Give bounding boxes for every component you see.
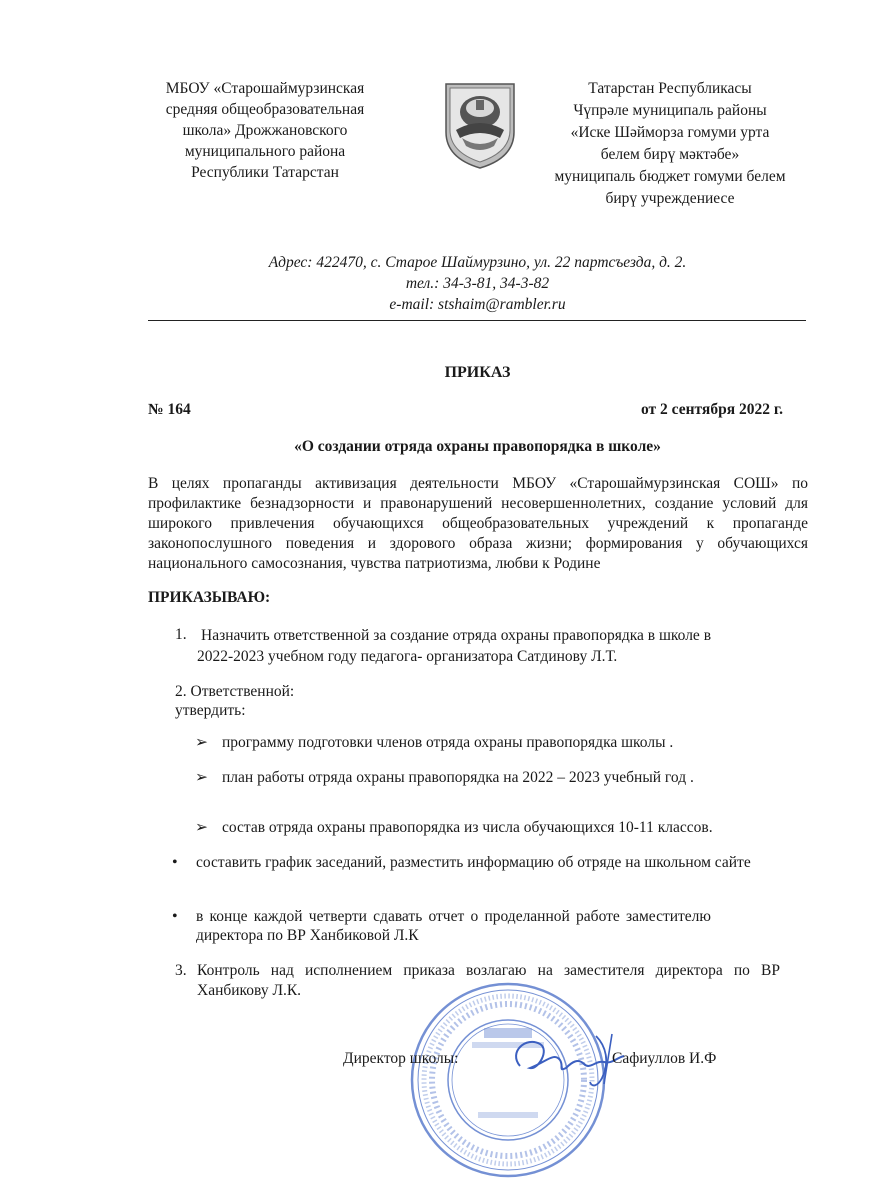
header-right-line: «Иске Шәйморза гомуми урта bbox=[570, 124, 770, 141]
header-left-line: средняя общеобразовательная bbox=[165, 101, 365, 118]
arrow-bullet-icon: ➢ bbox=[195, 819, 208, 836]
order-heading: ПРИКАЗЫВАЮ: bbox=[148, 589, 271, 606]
item-line: 2. Ответственной: bbox=[175, 683, 295, 700]
order-item-2 bbox=[175, 682, 475, 720]
email-line: e-mail: stshaim@rambler.ru bbox=[389, 296, 566, 313]
item-number: 1. bbox=[175, 626, 187, 643]
phone-line: тел.: 34-3-81, 34-3-82 bbox=[405, 275, 550, 292]
item-line: утвердить: bbox=[175, 702, 246, 719]
header-right-line: бирү учреждениесе bbox=[605, 190, 735, 207]
item-number: 3. bbox=[175, 962, 187, 979]
arrow-bullet-icon: ➢ bbox=[195, 734, 208, 751]
sub-item: план работы отряда охраны правопорядка на 2022 – 2023 учебный год . bbox=[222, 769, 694, 786]
header-left-block bbox=[140, 78, 390, 183]
header-right-line: Чүпрәле муниципаль районы bbox=[573, 102, 767, 119]
header-right-line: белем бирү мәктәбе» bbox=[600, 146, 740, 163]
order-subject: «О создании отряда охраны правопорядка в школе» bbox=[294, 438, 661, 455]
header-left-line: МБОУ «Старошаймурзинская bbox=[165, 80, 365, 97]
header-right-line: муниципаль бюджет гомуми белем bbox=[554, 168, 786, 185]
signature-label: Директор школы: bbox=[343, 1050, 459, 1067]
header-left-line: школа» Дрожжановского bbox=[182, 122, 348, 139]
header-right-line: Татарстан Республикасы bbox=[588, 80, 752, 97]
bullet-item: составить график заседаний, разместить информацию об отряде на школьном сайте bbox=[196, 854, 751, 871]
bullet-item: в конце каждой четверти сдавать отчет о проделанной работе заместителю директора по ВР Ханбиковой Л.К bbox=[196, 908, 711, 944]
coat-of-arms-emblem bbox=[440, 80, 520, 170]
order-number: № 164 bbox=[148, 401, 191, 418]
order-date: от 2 сентября 2022 г. bbox=[640, 401, 783, 418]
signatory-name: Сафиуллов И.Ф bbox=[612, 1050, 717, 1067]
sub-item: программу подготовки членов отряда охраны правопорядка школы . bbox=[222, 734, 674, 751]
address-line: Адрес: 422470, с. Старое Шаймурзино, ул. 22 партсъезда, д. 2. bbox=[268, 254, 687, 271]
document-title: ПРИКАЗ bbox=[444, 364, 511, 381]
header-right-block bbox=[520, 78, 820, 210]
bullet-dot-icon: • bbox=[172, 908, 178, 925]
sub-item: состав отряда охраны правопорядка из числа обучающихся 10-11 классов. bbox=[222, 819, 713, 836]
order-item-1 bbox=[197, 625, 787, 667]
header-left-line: Республики Татарстан bbox=[191, 164, 339, 181]
address-block bbox=[150, 252, 805, 315]
arrow-bullet-icon: ➢ bbox=[195, 769, 208, 786]
header-divider bbox=[148, 320, 806, 321]
item-line: 2022-2023 учебном году педагога- организатора Сатдинову Л.Т. bbox=[197, 648, 618, 665]
order-item-3: Контроль над исполнением приказа возлагаю на заместителя директора по ВР Ханбикову Л.К. bbox=[197, 962, 780, 999]
header-left-line: муниципального района bbox=[184, 143, 346, 160]
item-line: Назначить ответственной за создание отряда охраны правопорядка в школе в bbox=[201, 627, 712, 644]
preamble-paragraph: В целях пропаганды активизация деятельности МБОУ «Старошаймурзинская СОШ» по профилактике безнадзорности и правонарушений несовершеннолетних, создание условий для широкого привлечения обучающихся общеобразовательных учреждений к пропаганде законопослушного поведения и здорового образа жизни; формирования у обучающихся национального самосознания, чувства патриотизма, любви к Родине bbox=[148, 475, 808, 572]
bullet-dot-icon: • bbox=[172, 854, 178, 871]
